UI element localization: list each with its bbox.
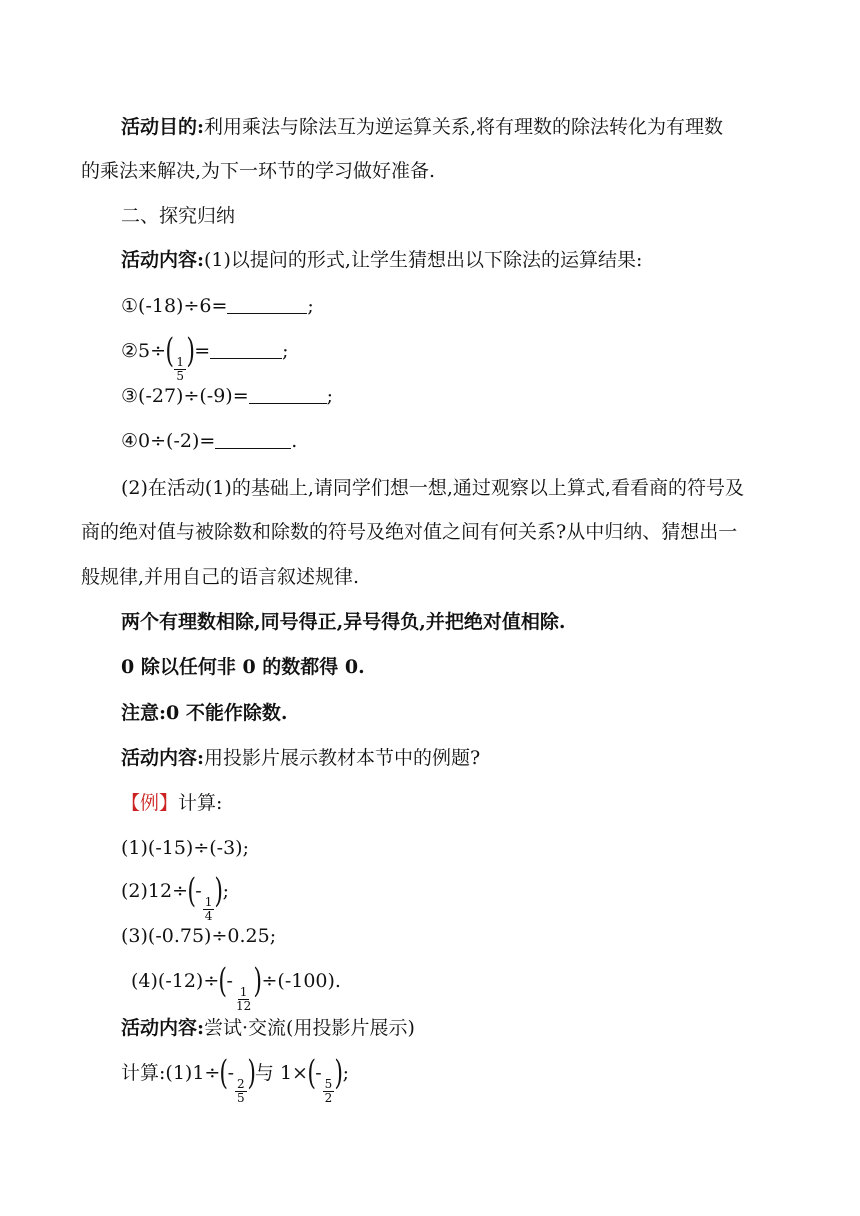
- activity-content-label-3: 活动内容:: [121, 1017, 205, 1039]
- activity-content-text: (1)以提问的形式,让学生猜想出以下除法的运算结果:: [204, 249, 643, 271]
- minus-sign: -: [226, 970, 233, 992]
- fraction-numerator: 1: [176, 355, 184, 369]
- activity-content-label-2: 活动内容:: [121, 747, 205, 769]
- question-2-expr: ②5÷: [121, 340, 167, 362]
- fraction-denominator: 5: [237, 1091, 245, 1105]
- answer-blank: [249, 383, 327, 404]
- fraction-denominator: 5: [176, 369, 184, 383]
- zero-rule: 0 除以任何非 0 的数都得 0.: [121, 656, 365, 678]
- example-4-expr: (4)(-12)÷: [131, 970, 220, 992]
- minus-sign: -: [227, 1062, 235, 1084]
- question-3: [121, 381, 333, 411]
- calculation-expr: 计算:(1)1÷: [121, 1062, 221, 1084]
- section-heading: 二、探究归纳: [121, 205, 236, 227]
- left-paren: (: [219, 1053, 229, 1093]
- fraction: [203, 896, 215, 923]
- question-3-expr: ③(-27)÷(-9)=: [121, 385, 249, 407]
- left-paren: (: [307, 1053, 316, 1093]
- fraction: [323, 1078, 335, 1105]
- left-paren: (: [165, 331, 174, 371]
- question-2-end: ;: [282, 340, 289, 362]
- question-4-end: .: [291, 430, 298, 452]
- fraction: [235, 1078, 247, 1105]
- question-4: [121, 426, 297, 456]
- example-1: (1)(-15)÷(-3);: [121, 837, 249, 859]
- left-paren: (: [187, 871, 196, 911]
- example-2-end: ;: [222, 880, 230, 902]
- activity-content-text-3: 尝试·交流(用投影片展示): [204, 1017, 415, 1039]
- fraction-numerator: 1: [204, 895, 213, 909]
- question-4-expr: ④0÷(-2)=: [121, 430, 216, 452]
- fraction: [174, 356, 186, 383]
- right-paren: ): [246, 1053, 256, 1093]
- note-rule: 注意:0 不能作除数.: [121, 702, 288, 724]
- right-paren: ): [334, 1053, 344, 1093]
- calculation-line: [121, 1053, 349, 1105]
- division-rule: 两个有理数相除,同号得正,异号得负,并把绝对值相除.: [121, 611, 566, 633]
- activity-content-line-3: [121, 1013, 415, 1043]
- activity-content-text-2: 用投影片展示教材本节中的例题?: [204, 747, 481, 769]
- fraction-denominator: 2: [324, 1091, 333, 1105]
- right-paren: ): [186, 331, 195, 371]
- question-1-expr: ①(-18)÷6=: [121, 295, 228, 317]
- answer-blank: [210, 338, 282, 359]
- equals-sign: =: [194, 340, 211, 362]
- minus-sign: -: [195, 880, 202, 902]
- activity-content-label: 活动内容:: [121, 249, 205, 271]
- example-3: (3)(-0.75)÷0.25;: [121, 925, 277, 947]
- example-2-expr: (2)12÷: [121, 880, 189, 902]
- fraction-denominator: 12: [235, 999, 252, 1013]
- fraction-numerator: 5: [324, 1077, 333, 1091]
- fraction-numerator: 1: [239, 985, 248, 999]
- activity-purpose-label: 活动目的:: [121, 116, 205, 138]
- right-paren: ): [214, 871, 224, 911]
- fraction-numerator: 2: [237, 1077, 245, 1091]
- calculation-mid: 与 1×: [254, 1062, 308, 1084]
- minus-sign: -: [315, 1062, 322, 1084]
- activity-purpose-line-1: [121, 112, 723, 142]
- question-2: [121, 331, 289, 383]
- question-1: [121, 291, 314, 321]
- fraction-denominator: 4: [204, 909, 213, 923]
- example-label: 【例】: [121, 792, 179, 814]
- fraction: [234, 986, 253, 1013]
- left-paren: (: [218, 961, 228, 1001]
- calculation-end: ;: [342, 1062, 349, 1084]
- example-4-end: ÷(-100).: [261, 970, 341, 992]
- example-4: [131, 961, 341, 1013]
- answer-blank: [227, 293, 307, 314]
- question-3-end: ;: [326, 385, 334, 407]
- example-text: 计算:: [178, 792, 223, 814]
- answer-blank: [215, 428, 291, 449]
- paragraph-2-line-2: 商的绝对值与被除数和除数的符号及绝对值之间有何关系?从中归纳、猜想出一: [81, 521, 738, 543]
- activity-content-line-2: [121, 743, 480, 773]
- activity-purpose-line-2: 的乘法来解决,为下一环节的学习做好准备.: [81, 160, 436, 182]
- paragraph-2-line-1: (2)在活动(1)的基础上,请同学们想一想,通过观察以上算式,看看商的符号及: [121, 477, 744, 499]
- question-1-end: ;: [307, 295, 314, 317]
- example-2: [121, 871, 230, 923]
- activity-purpose-text: 利用乘法与除法互为逆运算关系,将有理数的除法转化为有理数: [204, 116, 724, 138]
- activity-content-line: [121, 245, 642, 275]
- right-paren: ): [253, 961, 263, 1001]
- paragraph-2-line-3: 般规律,并用自己的语言叙述规律.: [81, 566, 360, 588]
- example-heading: [121, 788, 222, 818]
